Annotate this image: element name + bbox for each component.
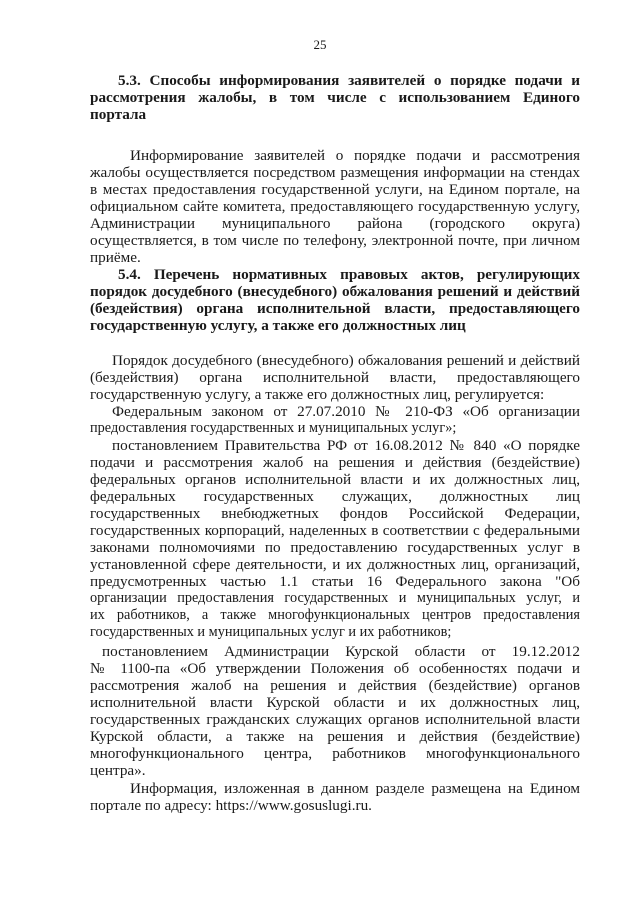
- section-5-4-body-line-17: государственных и муниципальных услуг и их работников;: [90, 624, 452, 640]
- section-5-3-body-line-6: осуществляется, в том числе по телефону, электронной почте, при личном: [90, 232, 580, 249]
- section-5-4-heading-line-2: порядок досудебного (внесудебного) обжалования решений и действий: [90, 283, 580, 300]
- section-5-4-body-line-15: организации предоставления государственных и муниципальных услуг, и: [90, 590, 580, 606]
- section-5-3-body-line-1: Информирование заявителей о порядке подачи и рассмотрения: [130, 147, 580, 164]
- section-5-4-body-line-21: исполнительной власти Курской области и их должностных лиц,: [90, 694, 580, 711]
- section-5-4-body-line-12: законами полномочиями по предоставлению государственных услуг в: [90, 539, 580, 556]
- section-5-4-body-line-2: (бездействия) органа исполнительной власти, предоставляющего: [90, 369, 580, 386]
- section-5-4-body-line-6: постановлением Правительства РФ от 16.08.2012 № 840 «О порядке: [112, 437, 580, 454]
- section-5-3-body-line-3: в местах предоставления государственной услуги, на Едином портале, на: [90, 181, 580, 198]
- section-5-4-heading-line-4: государственную услугу, а также его должностных лиц: [90, 317, 466, 334]
- section-5-3-heading-line-1: 5.3. Способы информирования заявителей о порядке подачи и: [118, 72, 580, 89]
- section-5-4-body-line-13: установленной сфере деятельности, и их должностных лиц, организаций,: [90, 556, 580, 573]
- section-5-4-body-line-16: их работников, а также многофункциональных центров предоставления: [90, 607, 580, 623]
- section-5-4-body-line-9: федеральных государственных служащих, должностных лиц: [90, 488, 580, 505]
- page-number: 25: [313, 37, 327, 52]
- section-5-4-body-line-27: портале по адресу: https://www.gosuslugi.ru.: [90, 797, 372, 814]
- section-5-4-body-line-23: Курской области, а также на решения и действия (бездействие): [90, 728, 580, 745]
- section-5-4-body-line-22: государственных гражданских служащих органов исполнительной власти: [90, 711, 580, 728]
- section-5-4-body-line-24: многофункционального центра, работников многофункционального: [90, 745, 580, 762]
- section-5-4-body-line-25: центра».: [90, 762, 146, 779]
- section-5-4-body-line-20: рассмотрения жалоб на решения и действия (бездействие) органов: [90, 677, 580, 694]
- section-5-4-body-line-1: Порядок досудебного (внесудебного) обжалования решений и действий: [112, 352, 580, 369]
- section-5-4-heading-line-1: 5.4. Перечень нормативных правовых актов, регулирующих: [118, 266, 580, 283]
- section-5-4-body-line-5: предоставления государственных и муниципальных услуг»;: [90, 420, 457, 436]
- section-5-4-body-line-10: государственных внебюджетных фондов Российской Федерации,: [90, 505, 580, 522]
- section-5-4-body-line-4: Федеральным законом от 27.07.2010 № 210-ФЗ «Об организации: [112, 403, 580, 420]
- section-5-4-body-line-7: подачи и рассмотрения жалоб на решения и действия (бездействие): [90, 454, 580, 471]
- section-5-4-body-line-26: Информация, изложенная в данном разделе размещена на Едином: [130, 780, 580, 797]
- section-5-4-body-line-11: государственных корпораций, наделенных в соответствии с федеральными: [90, 522, 580, 539]
- section-5-3-body-line-5: Администрации муниципального района (городского округа): [90, 215, 580, 232]
- section-5-4-body-line-8: федеральных органов исполнительной власти и их должностных лиц,: [90, 471, 580, 488]
- section-5-3-heading-line-3: портала: [90, 106, 147, 123]
- section-5-3-body-line-4: официальном сайте комитета, предоставляющего государственную услугу,: [90, 198, 580, 215]
- section-5-4-body-line-18: постановлением Администрации Курской области от 19.12.2012: [102, 643, 580, 660]
- section-5-4-body-line-3: государственную услугу, а также его должностных лиц, регулируется:: [90, 386, 545, 403]
- section-5-4-body-line-19: № 1100-па «Об утверждении Положения об особенностях подачи и: [90, 660, 580, 677]
- section-5-3-heading-line-2: рассмотрения жалобы, в том числе с использованием Единого: [90, 89, 580, 106]
- section-5-3-body-line-7: приёме.: [90, 249, 141, 266]
- section-5-3-body-line-2: жалобы осуществляется посредством размещения информации на стендах: [90, 164, 580, 181]
- section-5-4-heading-line-3: (бездействия) органа исполнительной власти, предоставляющего: [90, 300, 580, 317]
- section-5-4-body-line-14: предусмотренных частью 1.1 статьи 16 Федерального закона "Об: [90, 573, 580, 590]
